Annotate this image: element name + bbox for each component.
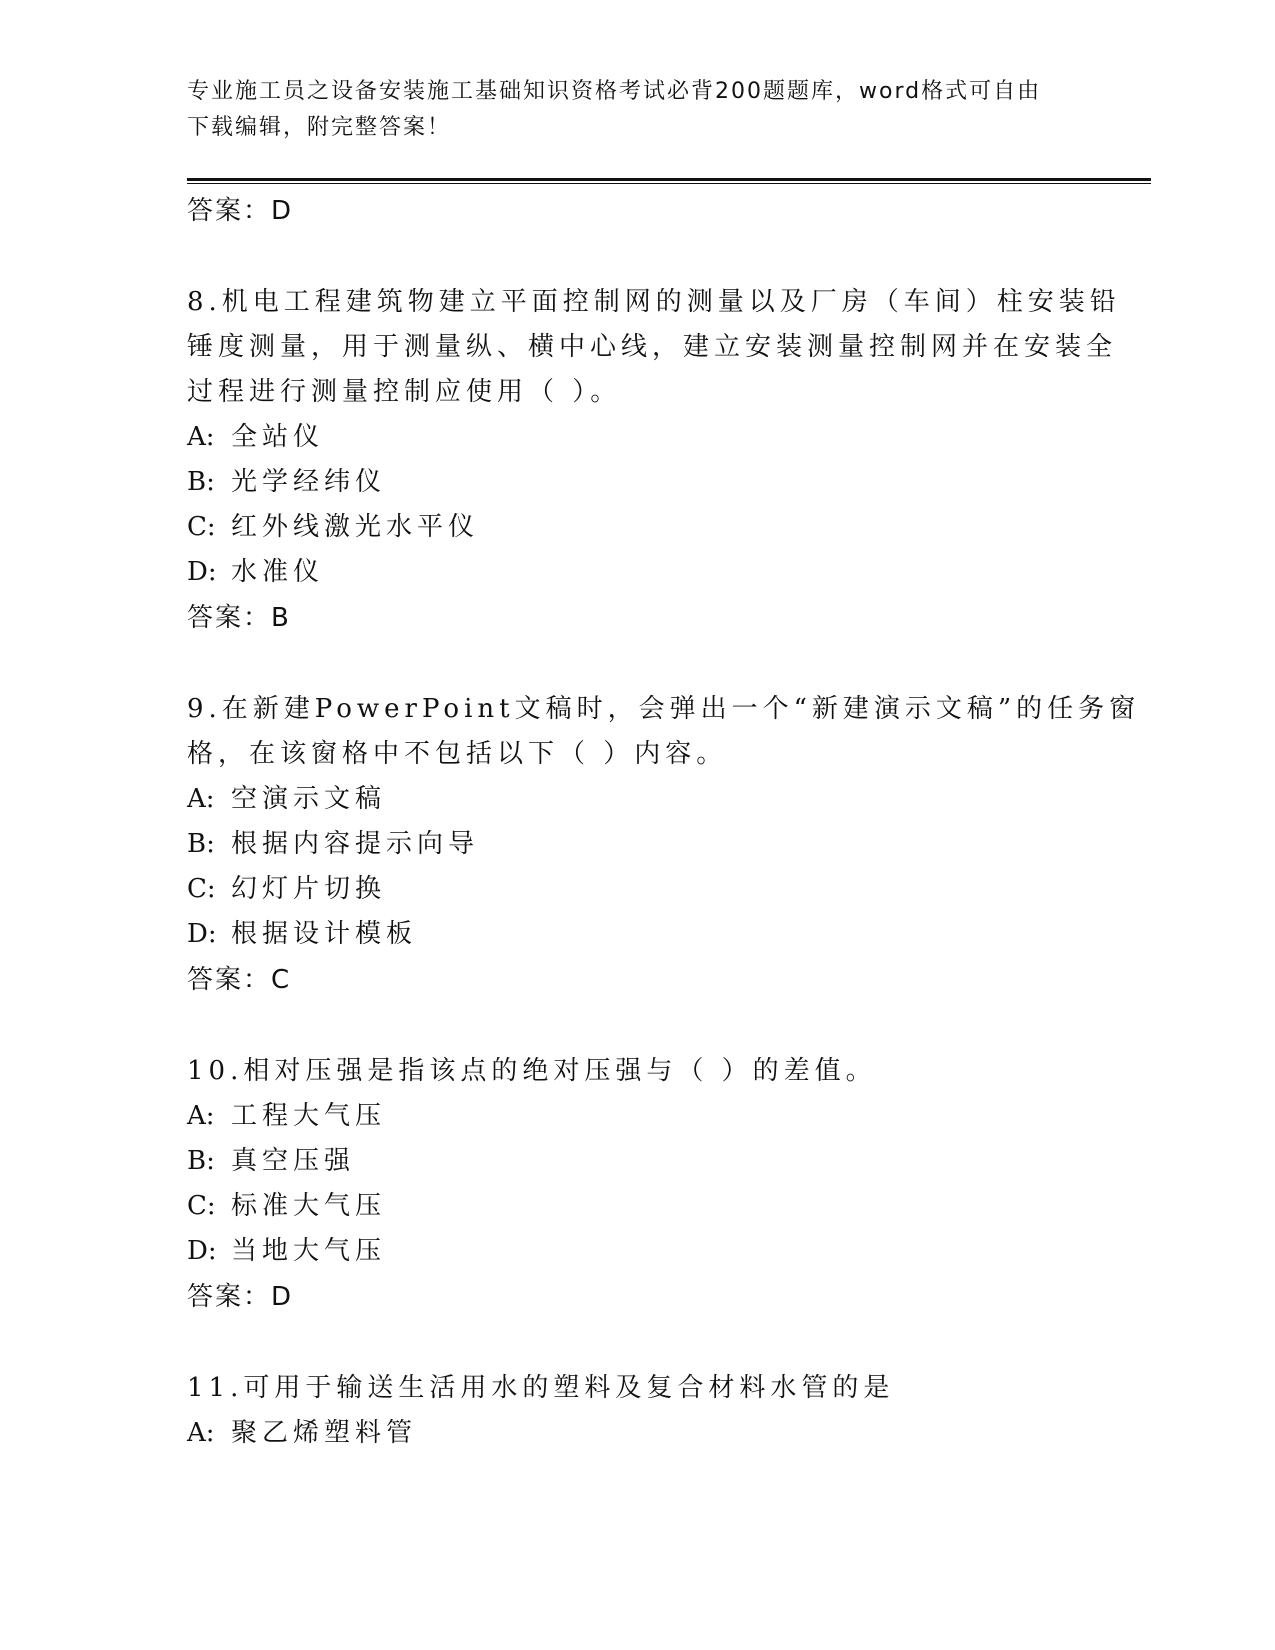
question-stem-line: 9.在新建PowerPoint文稿时，会弹出一个“新建演示文稿”的任务窗	[187, 694, 1141, 724]
option-letter: C:	[187, 512, 216, 542]
question-stem-line: 格，在该窗格中不包括以下（ ）内容。	[187, 739, 728, 769]
question-stem-line: 锤度测量，用于测量纵、横中心线，建立安装测量控制网并在安装全	[187, 332, 1118, 362]
option-letter: A:	[187, 1418, 215, 1448]
option-b	[187, 460, 1087, 505]
header-rule-thin	[187, 183, 1151, 184]
option-letter: A:	[187, 422, 215, 452]
option-text: 水准仪	[231, 557, 325, 587]
option-d	[187, 912, 1087, 957]
option-text: 光学经纬仪	[231, 467, 387, 497]
spacer	[187, 641, 1087, 687]
option-text: 根据内容提示向导	[231, 829, 480, 859]
answer-line: 答案：B	[187, 603, 291, 633]
question-stem-line: 10.相对压强是指该点的绝对压强与（ ）的差值。	[187, 1056, 877, 1086]
document-header	[187, 74, 1067, 146]
option-letter: D:	[187, 1236, 217, 1266]
option-letter: A:	[187, 1101, 215, 1131]
option-d	[187, 550, 1087, 595]
spacer	[187, 1320, 1087, 1366]
option-letter: B:	[187, 467, 215, 497]
option-text: 当地大气压	[231, 1236, 387, 1266]
header-rule-thick	[187, 178, 1151, 181]
spacer	[187, 1003, 1087, 1049]
option-text: 真空压强	[231, 1146, 356, 1176]
option-letter: D:	[187, 557, 217, 587]
option-a	[187, 1411, 1087, 1456]
option-c	[187, 867, 1087, 912]
option-letter: B:	[187, 829, 215, 859]
answer-line: 答案：D	[187, 1282, 294, 1312]
option-text: 红外线激光水平仪	[231, 512, 480, 542]
option-b	[187, 822, 1087, 867]
option-c	[187, 1184, 1087, 1229]
answer-line: 答案：C	[187, 965, 292, 995]
option-text: 空演示文稿	[231, 784, 387, 814]
option-c	[187, 505, 1087, 550]
option-letter: C:	[187, 874, 216, 904]
option-letter: C:	[187, 1191, 216, 1221]
option-text: 标准大气压	[231, 1191, 387, 1221]
option-b	[187, 1139, 1087, 1184]
header-line-2: 下载编辑，附完整答案！	[187, 115, 452, 140]
option-letter: B:	[187, 1146, 215, 1176]
question-item	[187, 1049, 1087, 1320]
option-a	[187, 1094, 1087, 1139]
question-item	[187, 280, 1121, 641]
question-list	[187, 188, 1141, 1456]
option-text: 全站仪	[231, 422, 325, 452]
option-a	[187, 777, 1087, 822]
option-text: 幻灯片切换	[231, 874, 387, 904]
question-item	[187, 1366, 1087, 1456]
question-stem-line: 8.机电工程建筑物建立平面控制网的测量以及厂房（车间）柱安装铅	[187, 287, 1121, 317]
answer-line: 答案：D	[187, 196, 294, 226]
option-d	[187, 1229, 1087, 1274]
header-line-1: 专业施工员之设备安装施工基础知识资格考试必背200题题库，word格式可自由	[187, 79, 1042, 104]
option-text: 聚乙烯塑料管	[231, 1418, 418, 1448]
spacer	[187, 234, 1087, 280]
option-text: 工程大气压	[231, 1101, 387, 1131]
option-a	[187, 415, 1087, 460]
option-letter: D:	[187, 919, 217, 949]
option-text: 根据设计模板	[231, 919, 418, 949]
question-item	[187, 687, 1141, 1003]
question-stem-line: 11.可用于输送生活用水的塑料及复合材料水管的是	[187, 1373, 895, 1403]
option-letter: A:	[187, 784, 215, 814]
question-stem-line: 过程进行测量控制应使用（ ）。	[187, 377, 622, 407]
